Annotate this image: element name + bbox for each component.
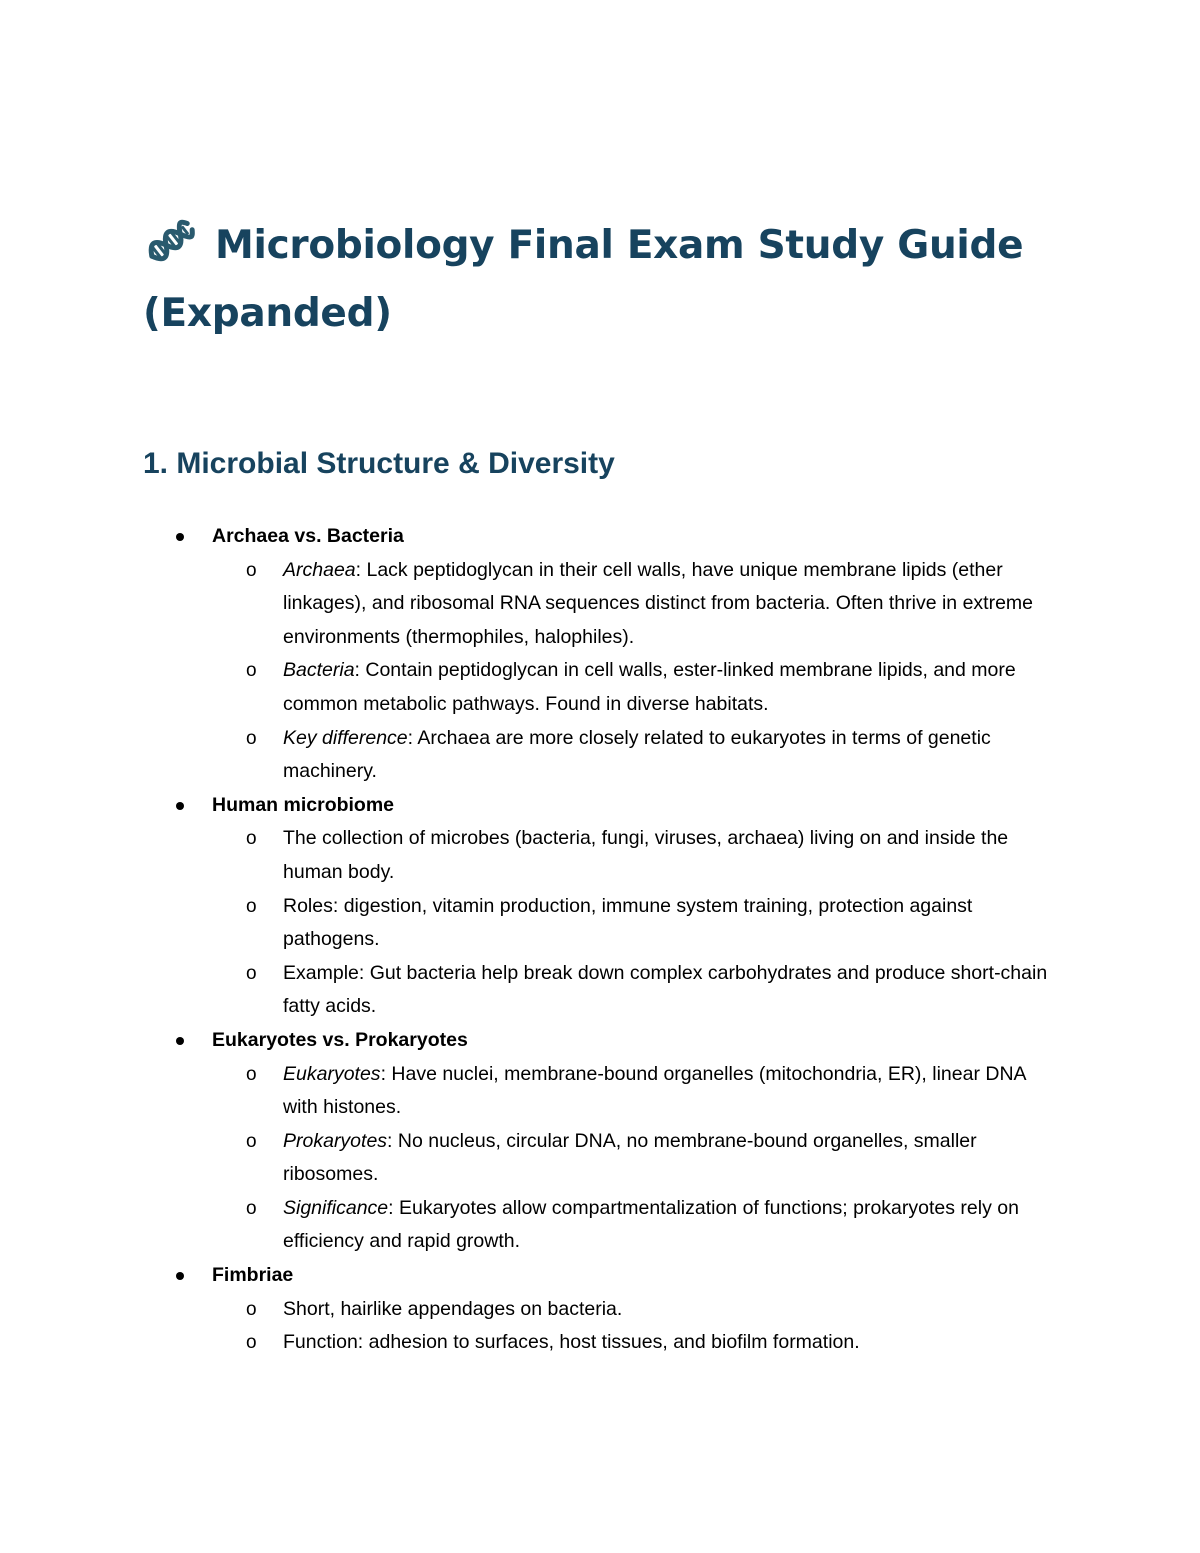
item-text: : Contain peptidoglycan in cell walls, ester-linked membrane lipids, and more common metabolic pathways. Found in diverse habitats. <box>283 659 1016 715</box>
sub-list <box>212 1058 1200 1260</box>
item-text: : Have nuclei, membrane-bound organelles (mitochondria, ER), linear DNA with histones. <box>283 1062 1026 1119</box>
item-text: The collection of microbes (bacteria, fungi, viruses, archaea) living on and inside the human body. <box>283 827 1009 883</box>
sub-list-item <box>0 1058 1200 1125</box>
term: Prokaryotes <box>283 1129 388 1152</box>
title-line-2: (Expanded) <box>143 291 392 336</box>
bullet-list <box>0 520 1200 1360</box>
bullet-item <box>0 520 1200 789</box>
section-heading: 1. Microbial Structure & Diversity <box>143 447 615 480</box>
circle-bullet-icon: o <box>246 1197 257 1219</box>
item-text: Example: Gut bacteria help break down complex carbohydrates and produce short-chain fatty acids. <box>283 961 1048 1018</box>
item-text: Short, hairlike appendages on bacteria. <box>283 1297 623 1320</box>
sub-list-item <box>0 1192 1200 1259</box>
item-text: : Lack peptidoglycan in their cell walls, have unique membrane lipids (ether linkages), and ribosomal RNA sequences distinct from bacteria. Often thrive in extreme environments (thermophiles, halophiles). <box>283 558 1034 648</box>
sub-list-item <box>0 654 1200 721</box>
document-title <box>143 212 1073 348</box>
circle-bullet-icon: o <box>246 1130 257 1152</box>
bullet-label: Eukaryotes vs. Prokaryotes <box>212 1028 468 1051</box>
item-text: : Eukaryotes allow compartmentalization of functions; prokaryotes rely on efficiency and rapid growth. <box>283 1196 1019 1253</box>
item-text: : No nucleus, circular DNA, no membrane-bound organelles, smaller ribosomes. <box>283 1129 977 1186</box>
circle-bullet-icon: o <box>246 895 257 917</box>
sub-list-item <box>0 1293 1200 1327</box>
sub-list-item <box>0 890 1200 957</box>
bullet-label: Human microbiome <box>212 793 395 816</box>
bullet-dot-icon <box>176 533 184 541</box>
term: Significance <box>283 1196 389 1219</box>
term: Bacteria <box>283 659 355 682</box>
sub-list-item <box>0 957 1200 1024</box>
bullet-label: Archaea vs. Bacteria <box>212 525 404 547</box>
circle-bullet-icon: o <box>246 828 257 850</box>
sub-list <box>212 554 1200 789</box>
circle-bullet-icon: o <box>246 1332 257 1354</box>
bullet-item <box>0 1024 1200 1259</box>
sub-list-item <box>0 1125 1200 1192</box>
term: Key difference <box>283 726 408 749</box>
bullet-item <box>0 1259 1200 1360</box>
bullet-item <box>0 789 1200 1024</box>
term: Archaea <box>283 558 356 581</box>
circle-bullet-icon: o <box>246 727 257 749</box>
sub-list-item <box>0 722 1200 789</box>
bullet-dot-icon <box>176 802 184 810</box>
item-text: Function: adhesion to surfaces, host tissues, and biofilm formation. <box>283 1331 860 1354</box>
sub-list <box>212 822 1200 1024</box>
sub-list-item <box>0 554 1200 655</box>
circle-bullet-icon: o <box>246 962 257 984</box>
sub-list <box>212 1293 1200 1360</box>
circle-bullet-icon: o <box>246 660 257 682</box>
term: Eukaryotes <box>283 1062 381 1085</box>
sub-list-item <box>0 1326 1200 1360</box>
bullet-label: Fimbriae <box>212 1264 294 1287</box>
bullet-dot-icon <box>176 1037 184 1045</box>
circle-bullet-icon: o <box>246 1298 257 1320</box>
sub-list-item <box>0 822 1200 889</box>
item-text: Roles: digestion, vitamin production, immune system training, protection against pathogens. <box>283 894 973 951</box>
item-text: : Archaea are more closely related to eukaryotes in terms of genetic machinery. <box>283 726 991 783</box>
title-line-1: Microbiology Final Exam Study Guide <box>215 223 1024 268</box>
circle-bullet-icon: o <box>246 1063 257 1085</box>
dna-icon <box>143 218 197 266</box>
circle-bullet-icon: o <box>246 559 257 581</box>
bullet-dot-icon <box>176 1272 184 1280</box>
